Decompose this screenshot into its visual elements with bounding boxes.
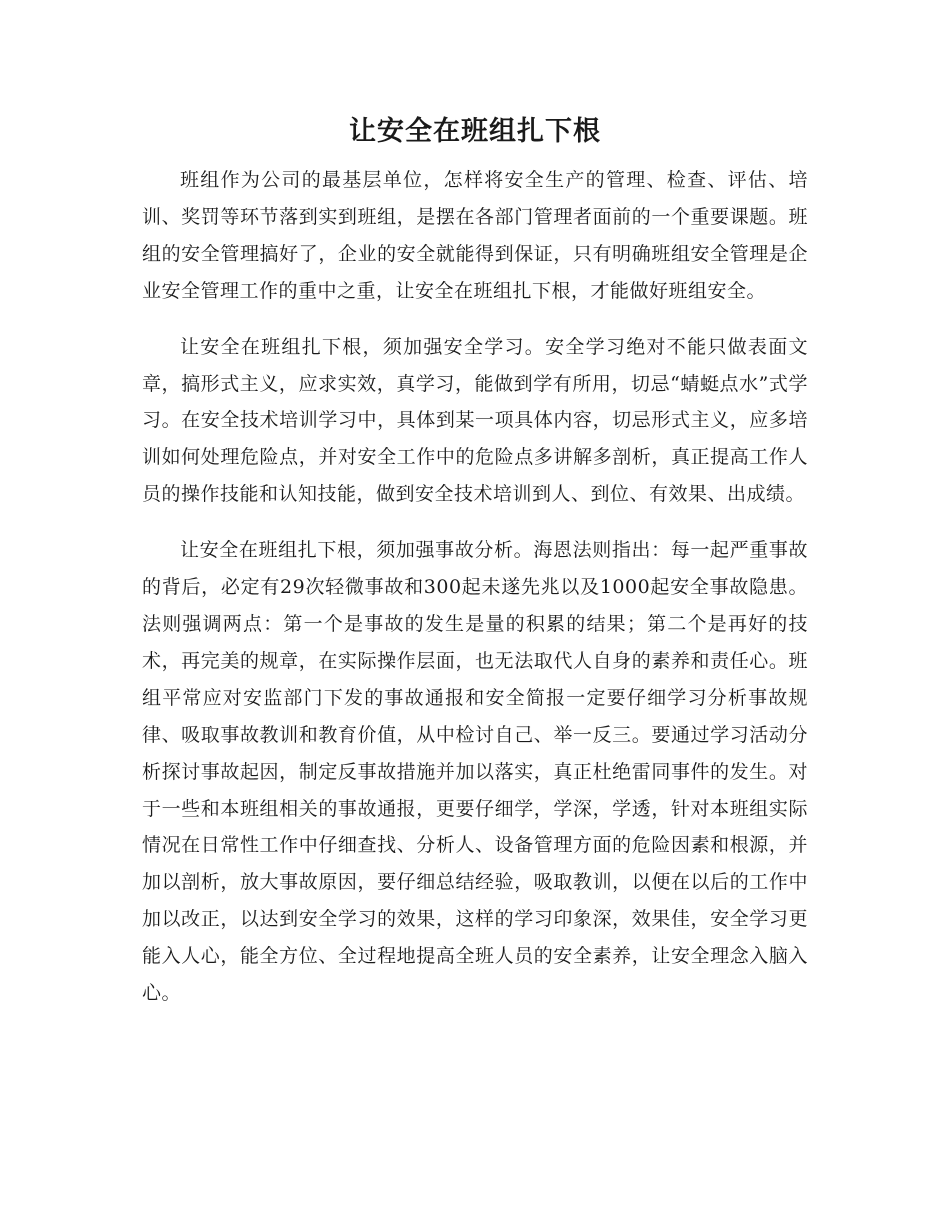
document-title: 让安全在班组扎下根 (349, 116, 601, 147)
document-page (142, 112, 808, 1031)
paragraph-intro: 班组作为公司的最基层单位，怎样将安全生产的管理、检查、评估、培训、奖罚等环节落到实到班组，是摆在各部门管理者面前的一个重要课题。班组的安全管理搞好了，企业的安全就能得到保证，只有明确班组安全管理是企业安全管理工作的重中之重，让安全在班组扎下根，才能做好班组安全。 (142, 169, 808, 302)
paragraph-accident-analysis: 让安全在班组扎下根，须加强事故分析。海恩法则指出：每一起严重事故的背后，必定有29次轻微事故和300起未遂先兆以及1000起安全事故隐患。法则强调两点：第一个是事故的发生是量的积累的结果；第二个是再好的技术，再完美的规章，在实际操作层面，也无法取代人自身的素养和责任心。班组平常应对安监部门下发的事故通报和安全简报一定要仔细学习分析事故规律、吸取事故教训和教育价值，从中检讨自己、举一反三。要通过学习活动分析探讨事故起因，制定反事故措施并加以落实，真正杜绝雷同事件的发生。对于一些和本班组相关的事故通报，更要仔细学，学深，学透，针对本班组实际情况在日常性工作中仔细查找、分析人、设备管理方面的危险因素和根源，并加以剖析，放大事故原因，要仔细总结经验，吸取教训，以便在以后的工作中加以改正，以达到安全学习的效果，这样的学习印象深，效果佳，安全学习更能入人心，能全方位、全过程地提高全班人员的安全素养，让安全理念入脑入心。 (142, 539, 808, 1005)
paragraph-safety-study: 让安全在班组扎下根，须加强安全学习。安全学习绝对不能只做表面文章，搞形式主义，应求实效，真学习，能做到学有所用，切忌“蜻蜓点水”式学习。在安全技术培训学习中，具体到某一项具体内容，切忌形式主义，应多培训如何处理危险点，并对安全工作中的危险点多讲解多剖析，真正提高工作人员的操作技能和认知技能，做到安全技术培训到人、到位、有效果、出成绩。 (142, 335, 808, 506)
